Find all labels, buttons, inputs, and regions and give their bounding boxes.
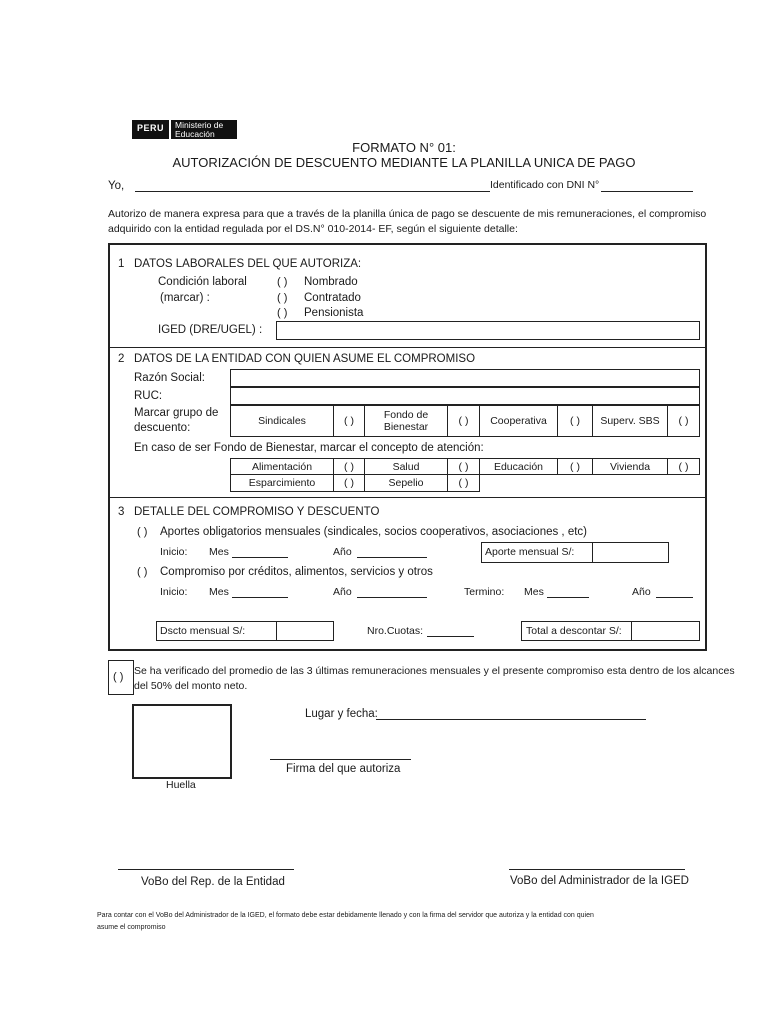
dni-label: Identificado con DNI N° <box>490 179 600 191</box>
aporte-mensual-label: Aporte mensual S/: <box>485 546 575 558</box>
aportes-checkbox[interactable]: ( ) <box>137 526 148 538</box>
concept-esparcimiento-checkbox[interactable]: ( ) <box>333 474 365 492</box>
pensionista-checkbox[interactable]: ( ) <box>277 307 288 319</box>
section2-title: DATOS DE LA ENTIDAD CON QUIEN ASUME EL COMPROMISO <box>134 353 476 365</box>
group-sindicales: Sindicales <box>230 405 334 437</box>
verification-text-line2: del 50% del monto neto. <box>134 680 248 692</box>
iged-label: IGED (DRE/UGEL) : <box>158 324 263 336</box>
compromiso-checkbox[interactable]: ( ) <box>137 566 148 578</box>
bienestar-note: En caso de ser Fondo de Bienestar, marcar el concepto de atención: <box>134 442 484 454</box>
termino-anio-label: Año <box>632 586 651 598</box>
verification-text-line1: Se ha verificado del promedio de las 3 últimas remuneraciones mensuales y el presente compromiso esta dentro de los alcances <box>134 665 735 677</box>
aportes-label: Aportes obligatorios mensuales (sindicales, socios cooperativos, asociaciones , etc) <box>160 526 587 538</box>
concept-esparcimiento: Esparcimiento <box>230 474 334 492</box>
vobo-iged-label: VoBo del Administrador de la IGED <box>510 875 689 887</box>
concept-vivienda-checkbox[interactable]: ( ) <box>667 458 700 475</box>
compromiso-inicio-label: Inicio: <box>160 586 188 598</box>
vobo-entidad-label: VoBo del Rep. de la Entidad <box>141 876 285 888</box>
termino-label: Termino: <box>464 586 505 598</box>
lugar-fecha-field[interactable] <box>376 719 646 720</box>
group-sindicales-checkbox[interactable]: ( ) <box>333 405 365 437</box>
verification-checkbox[interactable]: ( ) <box>113 671 124 683</box>
option-pensionista: Pensionista <box>304 307 364 319</box>
nro-cuotas-field[interactable] <box>427 636 474 637</box>
vobo-entidad-line[interactable] <box>118 869 294 870</box>
condicion-label: Condición laboral <box>158 276 247 288</box>
yo-label: Yo, <box>108 180 125 192</box>
huella-box <box>132 704 232 779</box>
aportes-inicio-label: Inicio: <box>160 546 188 558</box>
marcar-label: (marcar) : <box>160 292 210 304</box>
intro-paragraph-line1: Autorizo de manera expresa para que a través de la planilla única de pago se descuente de mis remuneraciones, el compromiso <box>108 208 707 220</box>
contratado-checkbox[interactable]: ( ) <box>277 292 288 304</box>
section1-title: DATOS LABORALES DEL QUE AUTORIZA: <box>134 258 362 270</box>
aportes-anio-label: Año <box>333 546 352 558</box>
option-nombrado: Nombrado <box>304 276 358 288</box>
aportes-mes-field[interactable] <box>232 557 288 558</box>
iged-field[interactable] <box>276 321 700 340</box>
compromiso-anio-field[interactable] <box>357 597 427 598</box>
minedu-logo <box>132 120 237 139</box>
concept-alimentacion: Alimentación <box>230 458 334 475</box>
intro-paragraph-line2: adquirido con la entidad regulada por el DS.N° 010-2014- EF, según el siguiente detalle: <box>108 223 518 235</box>
firma-line[interactable] <box>270 759 411 760</box>
concept-salud-checkbox[interactable]: ( ) <box>447 458 480 475</box>
razon-social-field[interactable] <box>230 369 700 387</box>
aportes-anio-field[interactable] <box>357 557 427 558</box>
termino-anio-field[interactable] <box>656 597 693 598</box>
firma-label: Firma del que autoriza <box>286 763 401 775</box>
logo-peru-text: PERU <box>132 120 169 139</box>
razon-social-label: Razón Social: <box>134 372 205 384</box>
concept-sepelio-checkbox[interactable]: ( ) <box>447 474 480 492</box>
section3-title: DETALLE DEL COMPROMISO Y DESCUENTO <box>134 506 380 518</box>
name-field-line[interactable] <box>135 191 490 192</box>
nro-cuotas-label: Nro.Cuotas: <box>367 625 424 637</box>
option-contratado: Contratado <box>304 292 361 304</box>
termino-mes-field[interactable] <box>547 597 589 598</box>
group-superv-sbs: Superv. SBS <box>592 405 668 437</box>
group-sbs-checkbox[interactable]: ( ) <box>667 405 700 437</box>
aportes-mes-label: Mes <box>209 546 229 558</box>
concept-educacion-checkbox[interactable]: ( ) <box>557 458 593 475</box>
dscto-mensual-label: Dscto mensual S/: <box>160 625 246 637</box>
footer-note-line1: Para contar con el VoBo del Administrador de la IGED, el formato debe estar debidamente llenado y con la firma del servidor que autoriza y la entidad con quien <box>97 912 594 919</box>
group-fondo-bienestar: Fondo de Bienestar <box>364 405 448 437</box>
section3-number: 3 <box>118 506 125 518</box>
concept-alimentacion-checkbox[interactable]: ( ) <box>333 458 365 475</box>
logo-ministry-text: Ministerio de Educación <box>171 120 237 139</box>
concept-educacion: Educación <box>479 458 558 475</box>
vobo-iged-line[interactable] <box>509 869 685 870</box>
format-number: FORMATO N° 01: <box>352 140 456 155</box>
concept-sepelio: Sepelio <box>364 474 448 492</box>
document-title: AUTORIZACIÓN DE DESCUENTO MEDIANTE LA PLANILLA UNICA DE PAGO <box>172 155 636 170</box>
group-cooperativa: Cooperativa <box>479 405 558 437</box>
termino-mes-label: Mes <box>524 586 544 598</box>
compromiso-mes-label: Mes <box>209 586 229 598</box>
dni-field-line[interactable] <box>601 191 693 192</box>
ruc-label: RUC: <box>134 390 163 402</box>
concept-vivienda: Vivienda <box>592 458 668 475</box>
total-descontar-label: Total a descontar S/: <box>526 625 622 637</box>
section-divider-2 <box>108 497 707 498</box>
lugar-fecha-label: Lugar y fecha: <box>305 708 378 720</box>
compromiso-label: Compromiso por créditos, alimentos, servicios y otros <box>160 566 433 578</box>
compromiso-mes-field[interactable] <box>232 597 288 598</box>
section2-number: 2 <box>118 353 125 365</box>
footer-note-line2: asume el compromiso <box>97 924 166 931</box>
ruc-field[interactable] <box>230 387 700 405</box>
concept-salud: Salud <box>364 458 448 475</box>
marcar-grupo-label-line1: Marcar grupo de <box>134 407 219 419</box>
huella-label: Huella <box>166 779 196 791</box>
section1-number: 1 <box>118 258 125 270</box>
section-divider-1 <box>108 347 707 348</box>
group-fondo-checkbox[interactable]: ( ) <box>447 405 480 437</box>
nombrado-checkbox[interactable]: ( ) <box>277 276 288 288</box>
compromiso-anio-label: Año <box>333 586 352 598</box>
marcar-grupo-label-line2: descuento: <box>134 422 191 434</box>
group-cooperativa-checkbox[interactable]: ( ) <box>557 405 593 437</box>
